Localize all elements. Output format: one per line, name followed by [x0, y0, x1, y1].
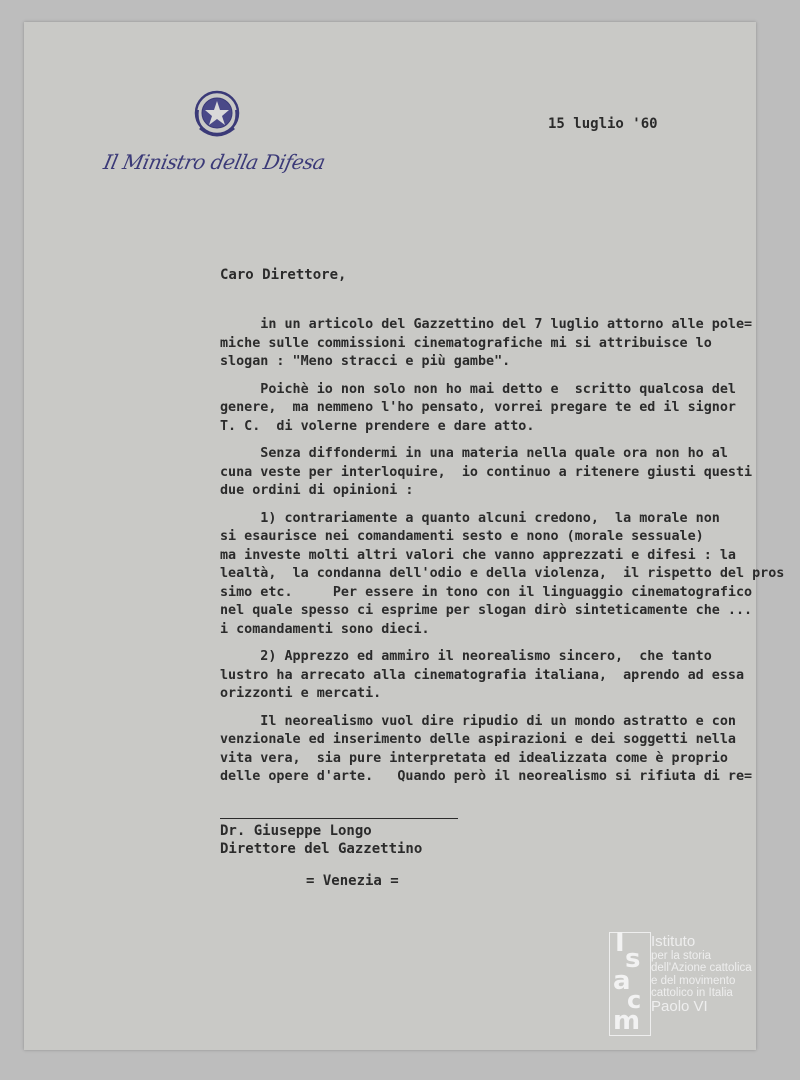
text-line: due ordini di opinioni : [220, 483, 414, 498]
logo-line-2: dell'Azione cattolica [651, 962, 752, 975]
letter-date: 15 luglio '60 [548, 116, 658, 132]
ministry-letterhead: Il Ministro della Difesa [101, 150, 328, 174]
letter-paragraph [220, 445, 753, 501]
text-line: Poichè io non solo non ho mai detto e scritto qualcosa del [220, 381, 736, 397]
italian-republic-emblem-icon [192, 88, 242, 142]
text-line: miche sulle commissioni cinematografiche mi si attribuisce lo [220, 335, 712, 351]
letter-paragraph [220, 381, 736, 437]
text-line: lustro ha arrecato alla cinematografia italiana, aprendo ad essa [220, 667, 745, 683]
letter-paragraph [220, 648, 745, 704]
text-line: i comandamenti sono dieci. [220, 621, 430, 637]
recipient-title: Direttore del Gazzettino [220, 841, 423, 857]
logo-line-paolo: Paolo VI [651, 998, 708, 1016]
letter-body [220, 316, 785, 796]
recipient-name: Dr. Giuseppe Longo [220, 823, 372, 839]
letter-paragraph [220, 510, 785, 640]
logo-letter-c: c [627, 986, 642, 1014]
text-line: cuna veste per interloquire, io continuo a ritenere giusti questi [220, 464, 753, 480]
text-line: T. C. di volerne prendere e dare atto. [220, 418, 535, 434]
logo-letter-m: m [613, 1006, 641, 1036]
text-line: orizzonti e mercati. [220, 686, 382, 701]
logo-letters [611, 930, 647, 1036]
logo-text [651, 934, 752, 1015]
text-line: venzionale ed inserimento delle aspirazioni e dei soggetti nella [220, 732, 736, 747]
salutation: Caro Direttore, [220, 267, 347, 283]
recipient-block [220, 822, 422, 858]
letter-paragraph [220, 713, 753, 787]
text-line: in un articolo del Gazzettino del 7 luglio attorno alle pole= [220, 317, 753, 332]
text-line: simo etc. Per essere in tono con il linguaggio cinematografico [220, 584, 753, 600]
text-line: genere, ma nemmeno l'ho pensato, vorrei pregare te ed il signor [220, 400, 736, 415]
text-line: 2) Apprezzo ed ammiro il neorealismo sincero, che tanto [220, 649, 712, 664]
text-line: nel quale spesso ci esprime per slogan dirò sinteticamente che ... [220, 603, 753, 618]
logo-letter-i: I [615, 928, 625, 958]
text-line: Il neorealismo vuol dire ripudio di un mondo astratto e con [220, 713, 736, 729]
text-line: si esaurisce nei comandamenti sesto e nono (morale sessuale) [220, 529, 704, 544]
text-line: 1) contrariamente a quanto alcuni credono, la morale non [220, 510, 720, 526]
text-line: slogan : "Meno stracci e più gambe". [220, 354, 511, 369]
logo-line-4: cattolico in Italia [651, 986, 733, 999]
logo-line-3: e del movimento [651, 974, 736, 987]
text-line: vita vera, sia pure interpretata ed idealizzata come è proprio [220, 750, 728, 766]
logo-letter-s: s [625, 944, 641, 974]
archive-logo [607, 930, 757, 1036]
recipient-city: = Venezia = [306, 873, 399, 889]
text-line: lealtà, la condanna dell'odio e della violenza, il rispetto del pros [220, 566, 785, 581]
letter-paragraph [220, 316, 753, 372]
text-line: delle opere d'arte. Quando però il neorealismo si rifiuta di re= [220, 769, 753, 784]
text-line: ma investe molti altri valori che vanno apprezzati e difesi : la [220, 547, 736, 563]
logo-line-1: per la storia [651, 950, 712, 962]
logo-letter-a: a [613, 966, 631, 996]
text-line: Senza diffondermi in una materia nella quale ora non ho al [220, 446, 728, 461]
logo-line-istituto: Istituto [651, 933, 696, 950]
signature-line [220, 818, 458, 819]
